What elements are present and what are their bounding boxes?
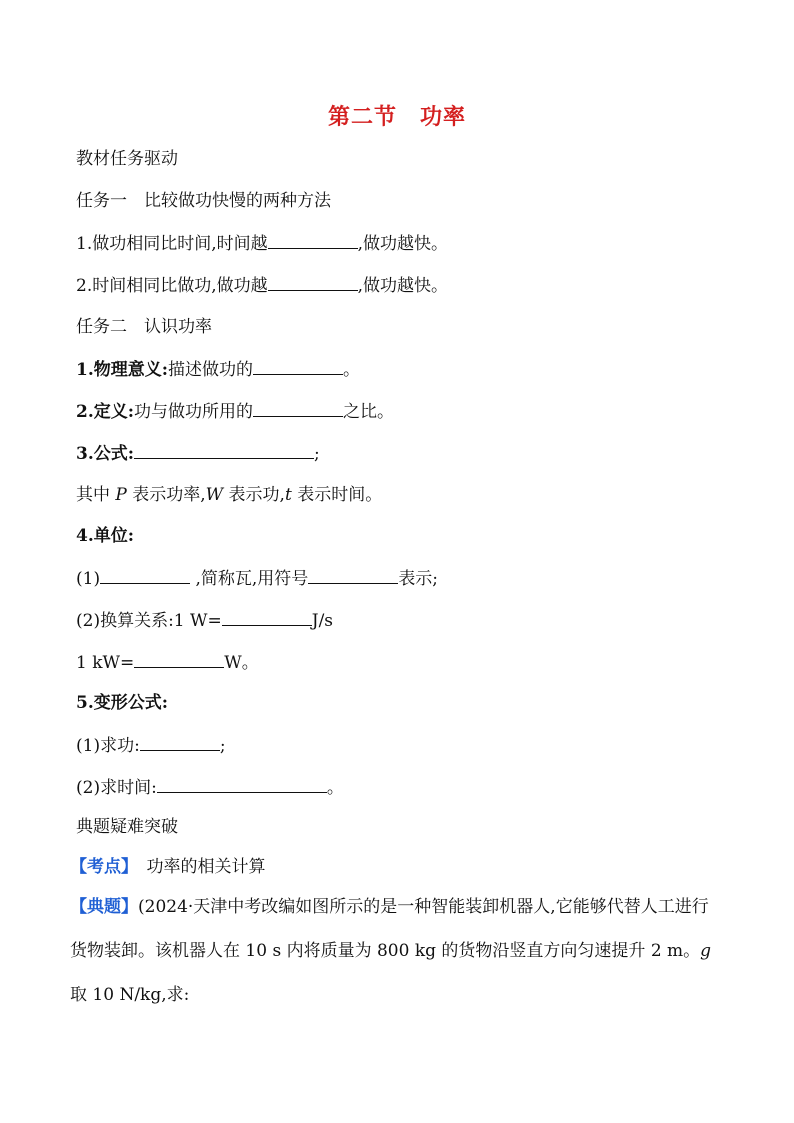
answer-blank[interactable] (253, 399, 343, 417)
task1-heading: 任务一 比较做功快慢的两种方法 (76, 191, 331, 211)
answer-blank[interactable] (100, 566, 190, 584)
answer-blank[interactable] (134, 441, 314, 459)
task2-formula: 3.公式: ; (76, 441, 320, 466)
answer-blank[interactable] (308, 566, 398, 584)
section-heading-problems: 典题疑难突破 (76, 817, 178, 837)
section-heading-textbook: 教材任务驱动 (76, 149, 178, 169)
kaodian-bracket: 【考点】 (70, 857, 130, 877)
task2-transform1: (1)求功: ; (76, 733, 226, 758)
task2-transform2: (2)求时间: 。 (76, 775, 344, 800)
answer-blank[interactable] (134, 650, 224, 668)
answer-blank[interactable] (268, 231, 358, 249)
answer-blank[interactable] (222, 608, 312, 626)
problem-text: 【典题】(2024·天津中考改编如图所示的是一种智能装卸机器人,它能够代替人工进行货物装卸。该机器人在 10 s 内将质量为 800 kg 的货物沿竖直方向匀速提升 2 m。g 取 10 N/kg,求: (70, 897, 712, 1005)
answer-blank[interactable] (253, 357, 343, 375)
task1-item1: 1.做功相同比时间,时间越 ,做功越快。 (76, 231, 448, 256)
task2-unit3: 1 kW= W。 (76, 650, 259, 675)
task1-item2: 2.时间相同比做功,做功越 ,做功越快。 (76, 273, 448, 298)
answer-blank[interactable] (140, 733, 220, 751)
task2-unit-label: 4.单位: (76, 526, 135, 546)
task2-unit2: (2)换算关系:1 W= J/s (76, 608, 333, 633)
task2-formula-note: 其中 P 表示功率,W 表示功,t 表示时间。 (76, 485, 383, 505)
answer-blank[interactable] (157, 775, 327, 793)
task2-unit1: (1) ,简称瓦,用符号 表示; (76, 566, 438, 591)
task2-definition: 2.定义:功与做功所用的 之比。 (76, 399, 394, 424)
task2-meaning: 1.物理意义:描述做功的 。 (76, 357, 360, 382)
kaodian-line: 【考点】 功率的相关计算 (70, 857, 266, 877)
task2-heading: 任务二 认识功率 (76, 317, 212, 337)
task2-transform-label: 5.变形公式: (76, 693, 169, 713)
problem-bracket: 【典题】 (70, 897, 138, 917)
page-title: 第二节 功率 (327, 105, 466, 130)
answer-blank[interactable] (268, 273, 358, 291)
